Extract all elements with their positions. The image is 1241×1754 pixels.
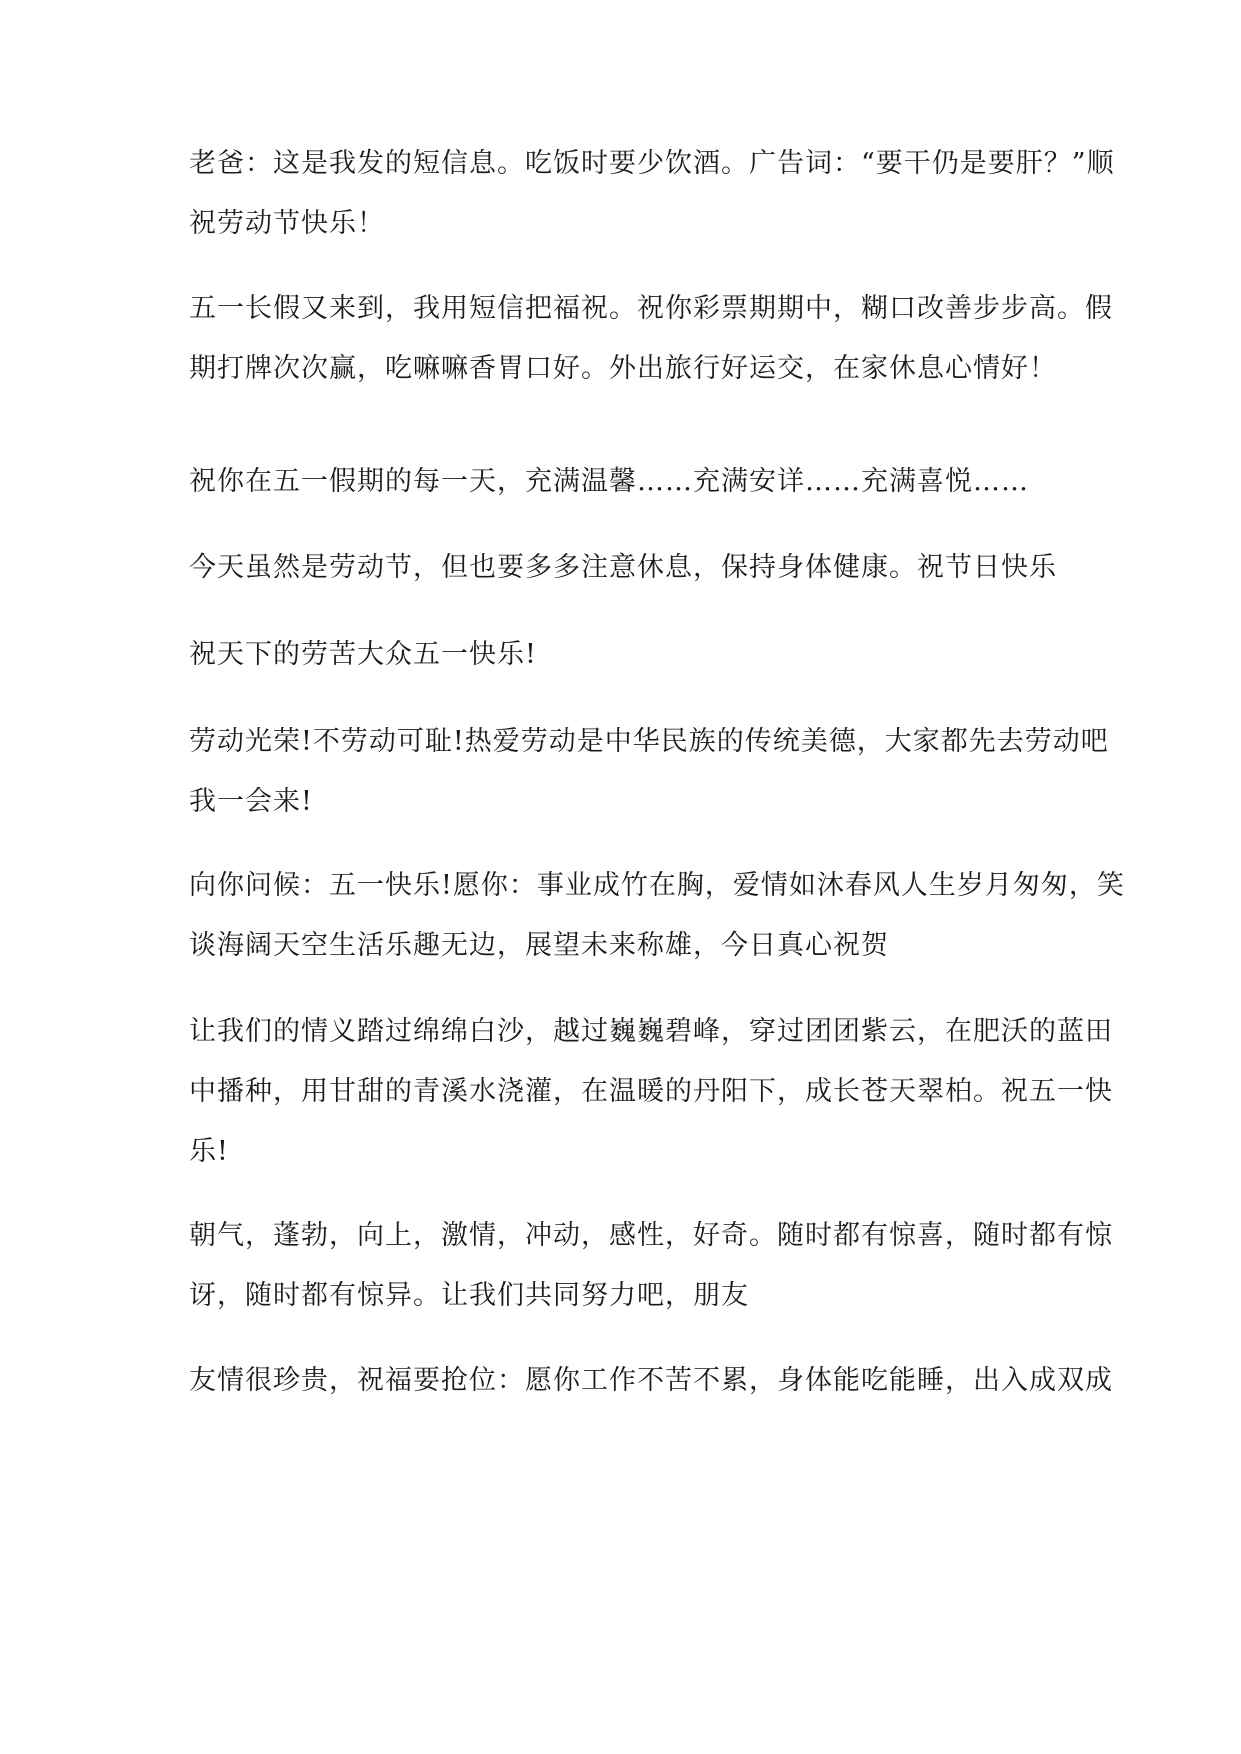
paragraph-5-line-1: 祝天下的劳苦大众五一快乐! <box>189 639 537 670</box>
paragraph-8-line-3: 乐! <box>189 1136 229 1167</box>
paragraph-1-line-2: 祝劳动节快乐！ <box>189 208 385 239</box>
paragraph-9-line-1: 朝气，蓬勃，向上，激情，冲动，感性，好奇。随时都有惊喜，随时都有惊 <box>189 1220 1113 1251</box>
paragraph-3-line-1: 祝你在五一假期的每一天，充满温馨……充满安详……充满喜悦…… <box>189 466 1029 497</box>
paragraph-8-line-2: 中播种，用甘甜的青溪水浇灌，在温暖的丹阳下，成长苍天翠柏。祝五一快 <box>189 1076 1113 1107</box>
paragraph-2-line-2: 期打牌次次赢，吃嘛嘛香胃口好。外出旅行好运交，在家休息心情好！ <box>189 353 1057 384</box>
paragraph-4-line-1: 今天虽然是劳动节，但也要多多注意休息，保持身体健康。祝节日快乐 <box>189 552 1057 583</box>
paragraph-1-line-1: 老爸：这是我发的短信息。吃饭时要少饮酒。广告词：“要干仍是要肝？”顺 <box>189 148 1115 179</box>
paragraph-6-line-2: 我一会来! <box>189 786 313 817</box>
paragraph-7-line-2: 谈海阔天空生活乐趣无边，展望未来称雄，今日真心祝贺 <box>189 930 889 961</box>
paragraph-8-line-1: 让我们的情义踏过绵绵白沙，越过巍巍碧峰，穿过团团紫云，在肥沃的蓝田 <box>189 1016 1113 1047</box>
paragraph-9-line-2: 讶，随时都有惊异。让我们共同努力吧，朋友 <box>189 1280 749 1311</box>
paragraph-6-line-1: 劳动光荣!不劳动可耻!热爱劳动是中华民族的传统美德，大家都先去劳动吧 <box>189 726 1109 757</box>
paragraph-10-line-1: 友情很珍贵，祝福要抢位：愿你工作不苦不累，身体能吃能睡，出入成双成 <box>189 1365 1113 1396</box>
paragraph-2-line-1: 五一长假又来到，我用短信把福祝。祝你彩票期期中，糊口改善步步高。假 <box>189 293 1113 324</box>
paragraph-7-line-1: 向你问候：五一快乐!愿你：事业成竹在胸，爱情如沐春风人生岁月匆匆，笑 <box>189 870 1125 901</box>
